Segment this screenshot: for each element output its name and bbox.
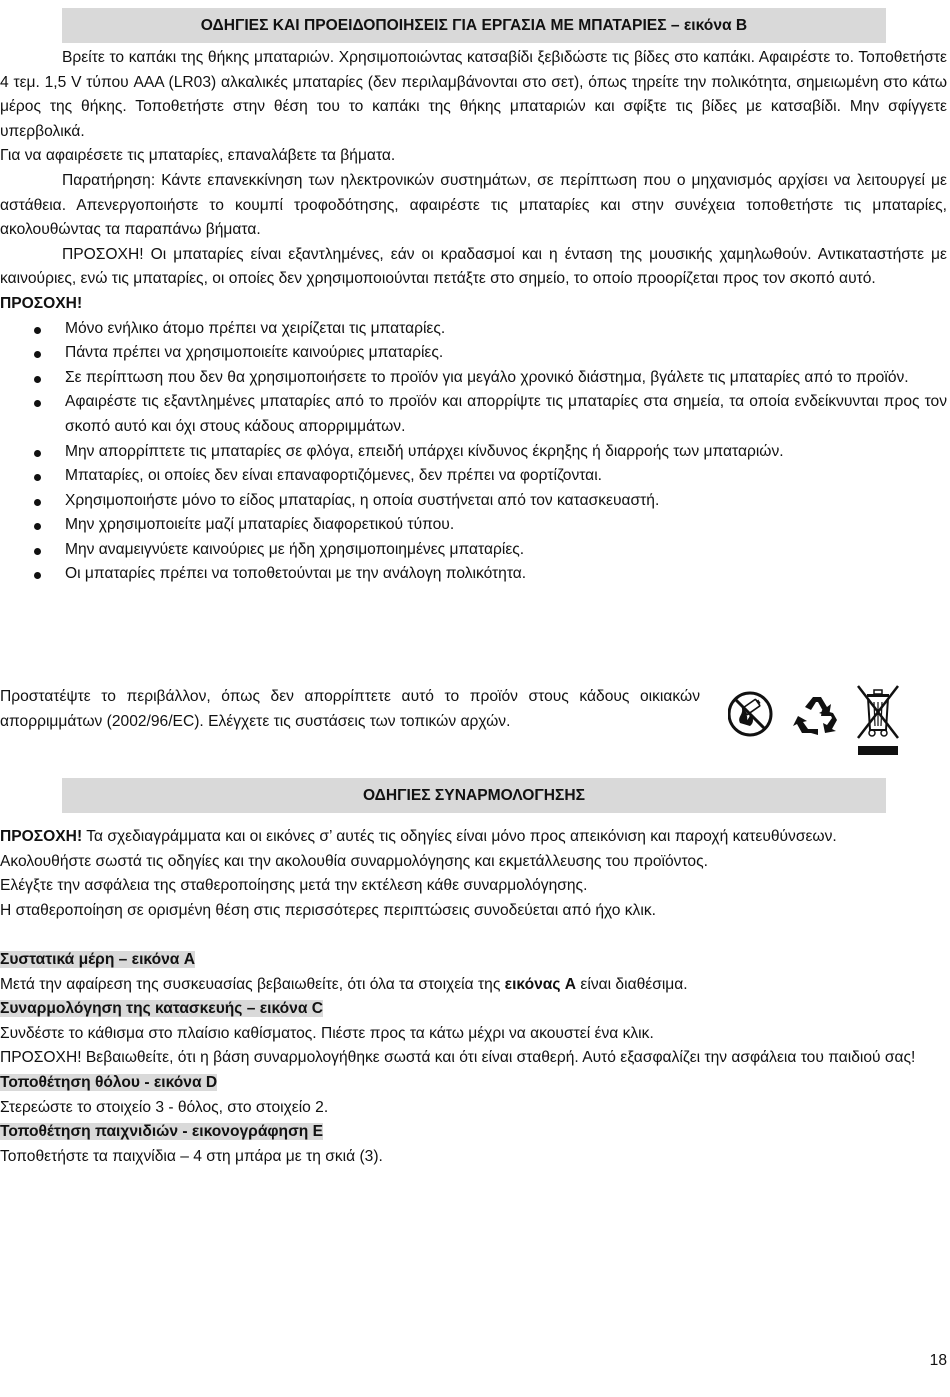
bullet-dot-icon	[34, 548, 41, 555]
bullet-dot-icon	[34, 499, 41, 506]
bullet-dot-icon	[34, 474, 41, 481]
bullet-item	[0, 440, 947, 465]
assembly-warning-label: ΠΡΟΣΟΧΗ!	[0, 828, 83, 845]
battery-warning-list	[0, 317, 947, 588]
bullet-text: Μην αναμειγνύετε καινούριες με ήδη χρησιμοποιημένες μπαταρίες.	[65, 540, 525, 558]
parts-text-bold: εικόνας A	[504, 975, 577, 993]
bullet-text: Πάντα πρέπει να χρησιμοποιείτε καινούριες μπαταρίες.	[65, 344, 444, 362]
bullet-dot-icon	[34, 400, 41, 407]
bullet-dot-icon	[34, 376, 41, 383]
bullet-item	[0, 464, 947, 489]
assembly-warning	[0, 825, 947, 850]
assembly-section-title: ΟΔΗΓΙΕΣ ΣΥΝΑΡΜΟΛΟΓΗΣΗΣ	[62, 778, 886, 813]
toys-text: Τοποθετήστε τα παιχνίδια – 4 στη μπάρα με τη σκιά (3).	[0, 1147, 383, 1165]
structure-text-2: ΠΡΟΣΟΧΗ! Βεβαιωθείτε, ότι η βάση συναρμολογήθηκε σωστά και ότι είναι σταθερή. Αυτό εξασφαλίζει την ασφάλεια του παιδιού σας!	[0, 1049, 916, 1067]
bullet-dot-icon	[34, 450, 41, 457]
bullet-item	[0, 538, 947, 563]
parts-heading: Συστατικά μέρη – εικόνα A	[0, 950, 195, 968]
dome-text: Στερεώστε το στοιχείο 3 - θόλος, στο στοιχείο 2.	[0, 1098, 329, 1116]
bullet-item	[0, 489, 947, 514]
bullet-item	[0, 317, 947, 342]
battery-warning-label: ΠΡΟΣΟΧΗ!	[0, 294, 83, 312]
battery-paragraph-1: Βρείτε το καπάκι της θήκης μπαταριών. Χρησιμοποιώντας κατσαβίδι ξεβιδώστε τις βίδες στο καπάκι. Αφαιρέστε το. Τοποθετήστε 4 τεμ. 1,5 V τύπου AAA (LR03) αλκαλικές μπαταρίες (δεν περιλαμβάνονται στο σετ), όπως τηρείτε την πολικότητα, σημειωμένη στο κάτω μέρος της θήκης. Τοποθετήστε στην θέση του το καπάκι της θήκης μπαταριών και σφίξτε τις βίδες με κατσαβίδι. Μην σφίγγετε υπερβολικά.	[0, 49, 947, 140]
bullet-item	[0, 341, 947, 366]
dome-heading: Τοποθέτηση θόλου - εικόνα D	[0, 1073, 218, 1091]
assembly-line-4: Η σταθεροποίηση σε ορισμένη θέση στις περισσότερες περιπτώσεις συνοδεύεται από ήχο κλικ.	[0, 901, 656, 919]
bullet-dot-icon	[34, 351, 41, 358]
bullet-item	[0, 366, 947, 391]
parts-text	[0, 973, 947, 998]
battery-note-paragraph: Παρατήρηση: Κάντε επανεκκίνηση των ηλεκτρονικών συστημάτων, σε περίπτωση που ο μηχανισμός αρχίσει να λειτουργεί με αστάθεια. Απενεργοποιήστε το κουμπί τροφοδότησης, αφαιρέστε τις μπαταρίες και στην συνέχεια τοποθετήστε τις μπαταρίες, ακολουθώντας τα παραπάνω βήματα.	[0, 171, 947, 239]
parts-text-after: είναι διαθέσιμα.	[576, 975, 688, 993]
assembly-line-2: Ακολουθήστε σωστά τις οδηγίες και την ακολουθία συναρμολόγησης και εκμετάλλευσης του προϊόντος.	[0, 852, 708, 870]
page-number: 18	[929, 1352, 947, 1369]
bullet-text: Οι μπαταρίες πρέπει να τοποθετούνται με την ανάλογη πολικότητα.	[65, 565, 527, 583]
recycle-icon	[793, 697, 837, 735]
environment-text: Προστατέψτε το περιβάλλον, όπως δεν απορρίπτετε αυτό το προϊόν στους κάδους οικιακών απορριμμάτων (2002/96/EC). Ελέγχετε τις συστάσεις των τοπικών αρχών.	[0, 688, 700, 730]
structure-text-1: Συνδέστε το κάθισμα στο πλαίσιο καθίσματος. Πιέστε προς τα κάτω μέχρι να ακουστεί ένα κλικ.	[0, 1024, 654, 1042]
bullet-dot-icon	[34, 327, 41, 334]
bullet-item	[0, 562, 947, 587]
toys-heading: Τοποθέτηση παιχνιδιών - εικονογράφηση E	[0, 1123, 324, 1141]
environment-icons	[728, 682, 918, 762]
bullet-text: Αφαιρέστε τις εξαντλημένες μπαταρίες από το προϊόν και απορρίψτε τις μπαταρίες στα σημεία, τα οποία ενδείκνυνται προς τον σκοπό αυτό και όχι στους κάδους απορριμμάτων.	[65, 393, 947, 435]
bullet-text: Σε περίπτωση που δεν θα χρησιμοποιήσετε το προϊόν για μεγάλο χρονικό διάστημα, βγάλετε τις μπαταρίες από το προϊόν.	[65, 368, 909, 386]
assembly-warning-text: Τα σχεδιαγράμματα και οι εικόνες σ’ αυτές τις οδηγίες είναι μόνο προς απεικόνιση και παροχή κατευθύνσεων.	[82, 828, 837, 845]
crossed-bin-icon	[858, 686, 898, 755]
bullet-item	[0, 390, 947, 439]
battery-section-title: ΟΔΗΓΙΕΣ ΚΑΙ ΠΡΟΕΙΔΟΠΟΙΗΣΕΙΣ ΓΙΑ ΕΡΓΑΣΙΑ ΜΕ ΜΠΑΤΑΡΙΕΣ – εικόνα B	[62, 8, 886, 43]
bullet-dot-icon	[34, 523, 41, 530]
bullet-text: Μην απορρίπτετε τις μπαταρίες σε φλόγα, επειδή υπάρχει κίνδυνος έκρηξης ή διαρροής των μπαταριών.	[65, 442, 784, 460]
bullet-text: Χρησιμοποιήστε μόνο το είδος μπαταρίας, η οποία συστήνεται από τον κατασκευαστή.	[65, 491, 660, 509]
bullet-item	[0, 513, 947, 538]
battery-section-body	[0, 46, 947, 587]
bullet-text: Μπαταρίες, οι οποίες δεν είναι επαναφορτιζόμενες, δεν πρέπει να φορτίζονται.	[65, 467, 602, 485]
bullet-dot-icon	[34, 572, 41, 579]
parts-text-before: Μετά την αφαίρεση της συσκευασίας βεβαιωθείτε, ότι όλα τα στοιχεία της	[0, 975, 505, 993]
bullet-text: Μην χρησιμοποιείτε μαζί μπαταρίες διαφορετικού τύπου.	[65, 516, 455, 534]
assembly-section-body	[0, 825, 947, 1169]
no-fire-battery-icon	[729, 693, 771, 735]
structure-heading: Συναρμολόγηση της κατασκευής – εικόνα C	[0, 1000, 324, 1018]
battery-paragraph-2: Για να αφαιρέσετε τις μπαταρίες, επαναλάβετε τα βήματα.	[0, 147, 396, 165]
bullet-text: Μόνο ενήλικο άτομο πρέπει να χειρίζεται τις μπαταρίες.	[65, 319, 446, 337]
battery-warning-paragraph: ΠΡΟΣΟΧΗ! Οι μπαταρίες είναι εξαντλημένες, εάν οι κραδασμοί και η ένταση της μουσικής χαμηλωθούν. Αντικαταστήστε με καινούριες, ενώ τις μπαταρίες, οι οποίες δεν χρησιμοποιούνται πετάξτε στο σημείο, το οποίο προορίζεται προς τον σκοπό αυτό.	[0, 245, 947, 288]
assembly-line-3: Ελέγξτε την ασφάλεια της σταθεροποίησης μετά την εκτέλεση κάθε συναρμολόγησης.	[0, 877, 588, 895]
